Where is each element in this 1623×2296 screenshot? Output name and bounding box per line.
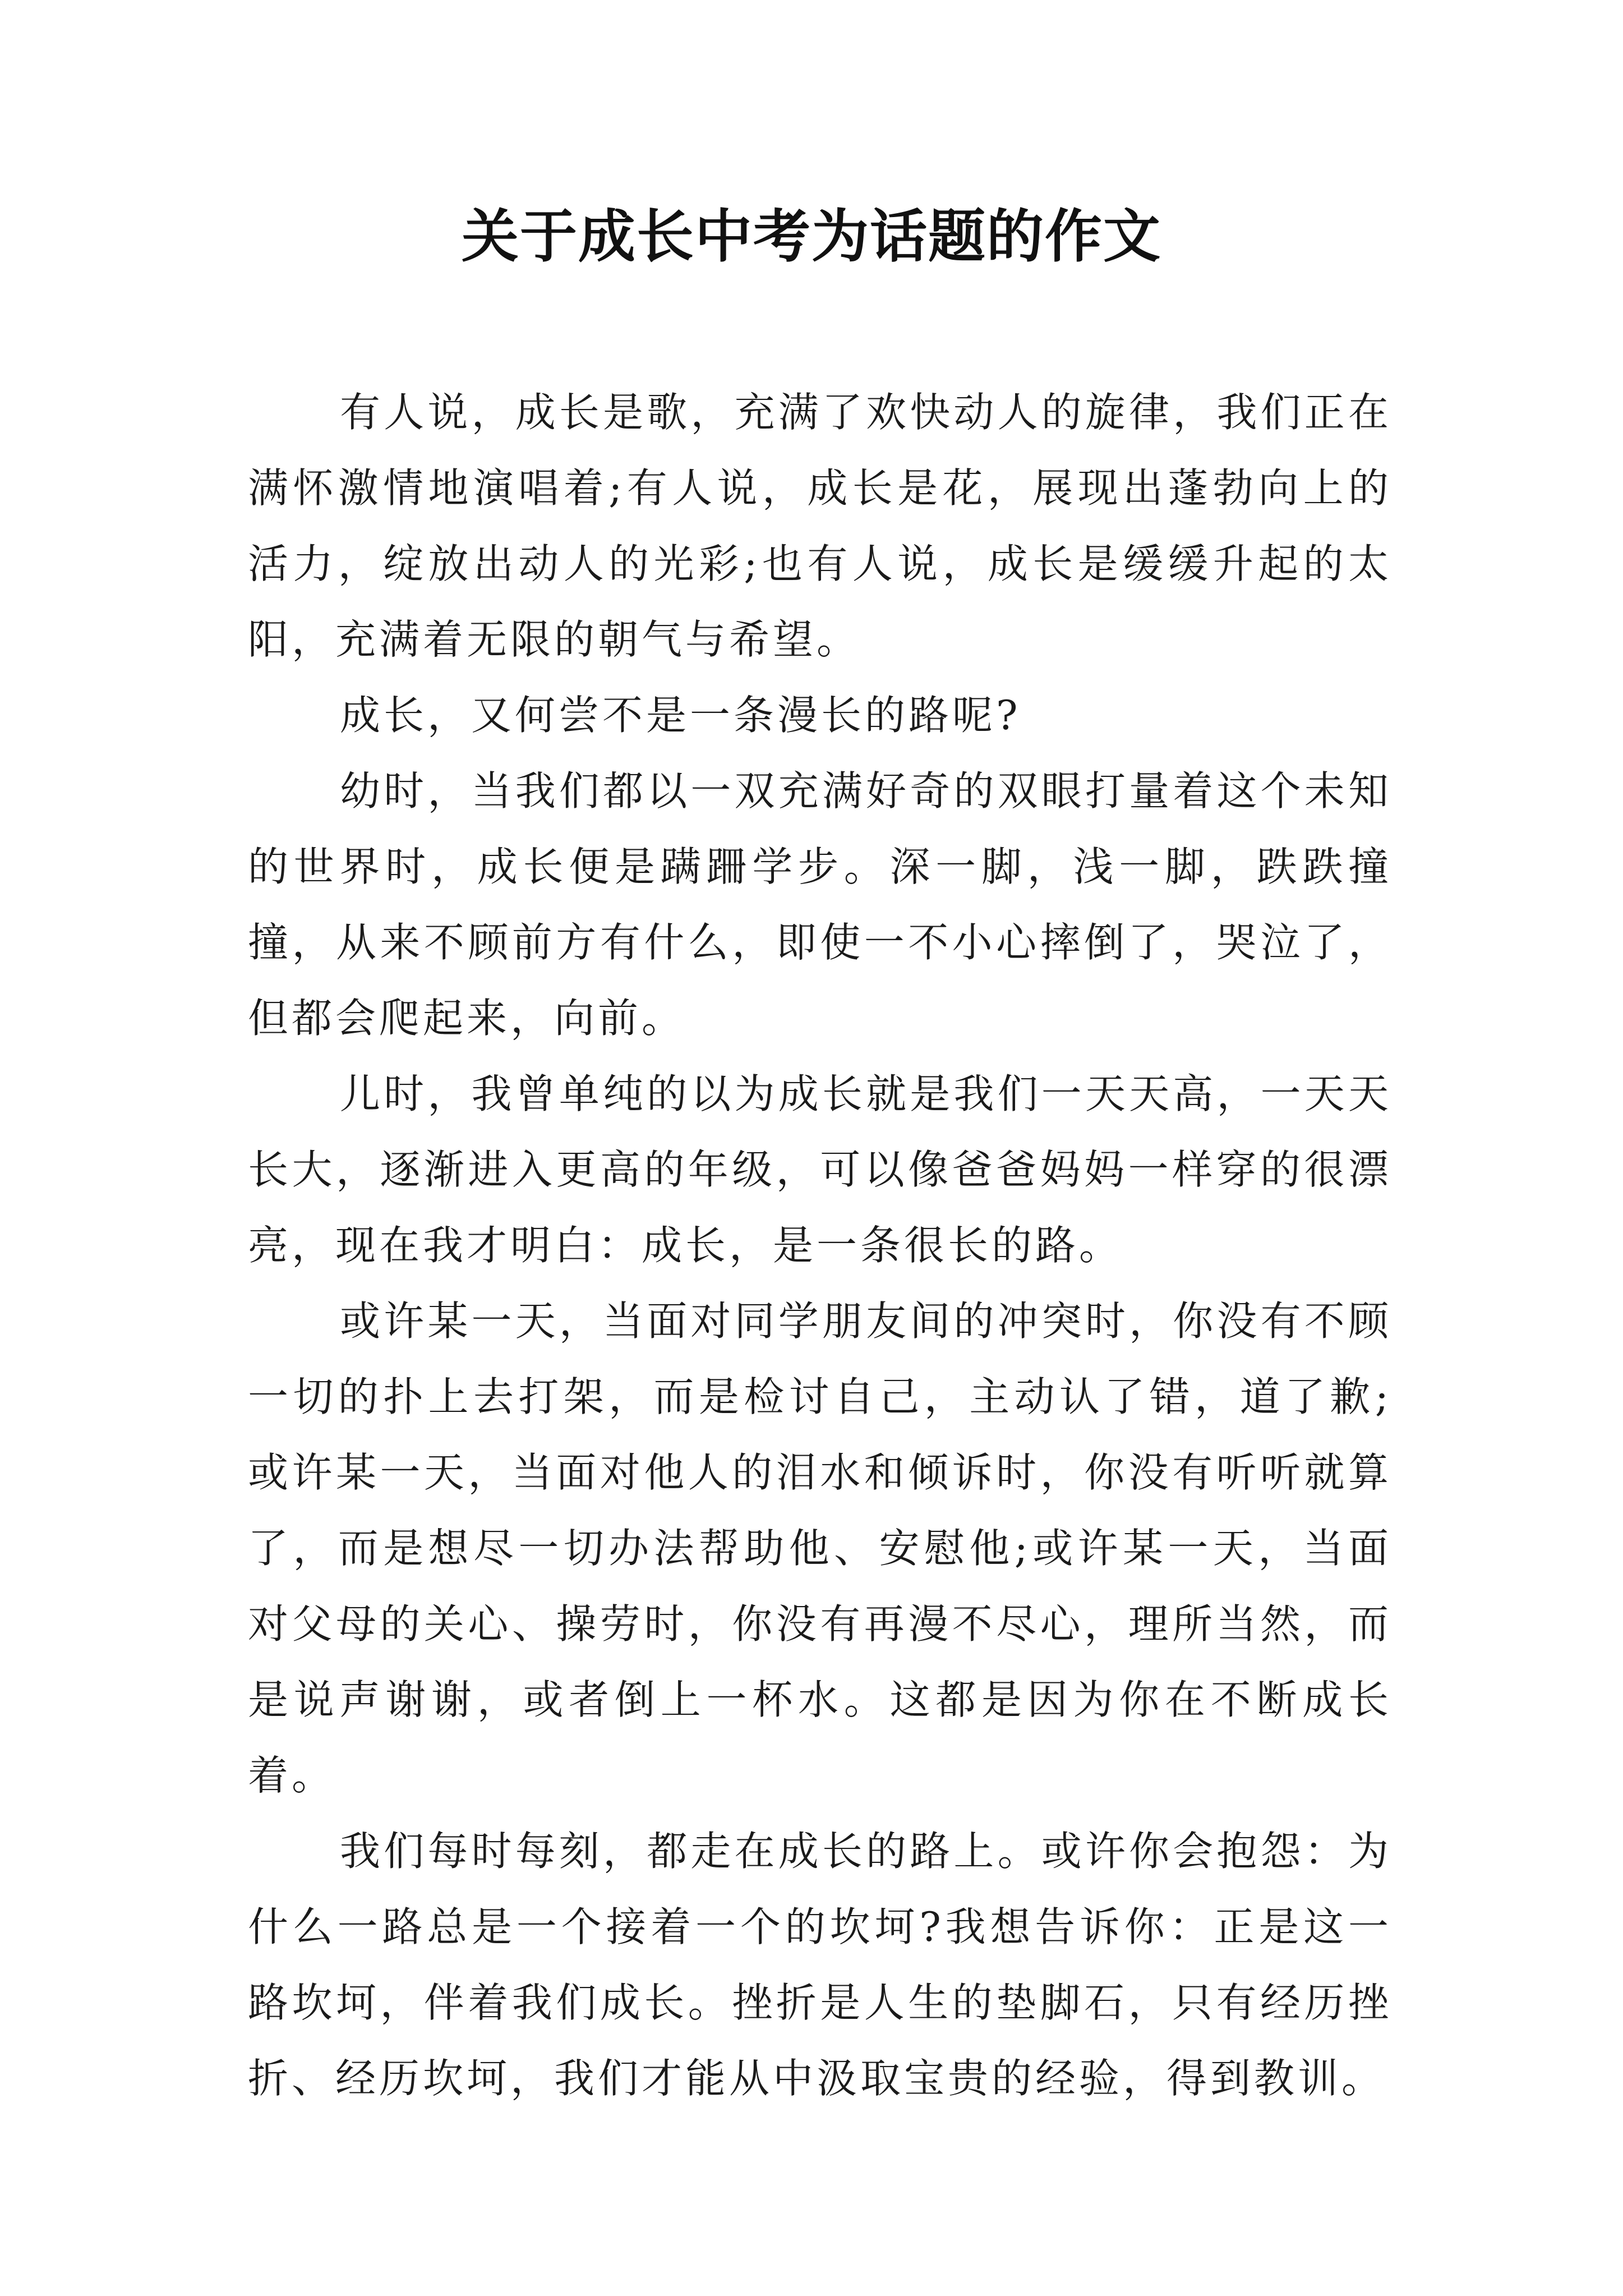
paragraph: 我们每时每刻，都走在成长的路上。或许你会抱怨：为什么一路总是一个接着一个的坎坷?我想告诉你：正是这一路坎坷，伴着我们成长。挫折是人生的垫脚石，只有经历挫折、经历坎坷，我们才能从中汲取宝贵的经验，得到教训。 (248, 1828, 1392, 2102)
paragraph: 有人说，成长是歌，充满了欢快动人的旋律，我们正在满怀激情地演唱着;有人说，成长是花，展现出蓬勃向上的活力，绽放出动人的光彩;也有人说，成长是缓缓升起的太阳，充满着无限的朝气与希望。 (248, 389, 1392, 663)
document-body (248, 375, 1392, 2116)
paragraph: 儿时，我曾单纯的以为成长就是我们一天天高，一天天长大，逐渐进入更高的年级，可以像爸爸妈妈一样穿的很漂亮，现在我才明白：成长，是一条很长的路。 (248, 1070, 1392, 1269)
paragraph: 幼时，当我们都以一双充满好奇的双眼打量着这个未知的世界时，成长便是蹒跚学步。深一脚，浅一脚，跌跌撞撞，从来不顾前方有什么，即使一不小心摔倒了，哭泣了，但都会爬起来，向前。 (248, 767, 1392, 1042)
document-title: 关于成长中考为话题的作文 (462, 203, 1161, 270)
paragraph: 成长，又何尝不是一条漫长的路呢? (340, 692, 1021, 739)
paragraph: 或许某一天，当面对同学朋友间的冲突时，你没有不顾一切的扑上去打架，而是检讨自己，主动认了错，道了歉;或许某一天，当面对他人的泪水和倾诉时，你没有听听就算了，而是想尽一切办法帮助他、安慰他;或许某一天，当面对父母的关心、操劳时，你没有再漫不尽心，理所当然，而是说声谢谢，或者倒上一杯水。这都是因为你在不断成长着。 (248, 1297, 1392, 1799)
